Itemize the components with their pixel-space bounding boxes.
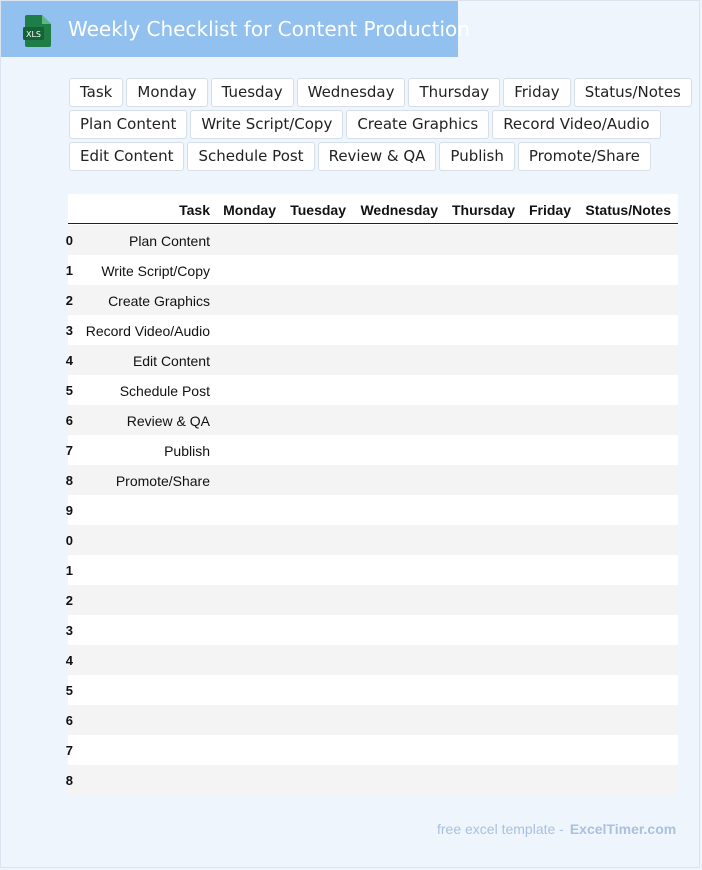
table-row	[65, 705, 678, 735]
xls-icon-label: XLS	[25, 30, 42, 39]
column-header: Monday	[223, 202, 276, 218]
row-index: 3	[65, 623, 73, 638]
table-row	[65, 525, 678, 555]
task-cell: Review & QA	[126, 413, 210, 429]
table-row	[65, 735, 678, 765]
checklist-table	[65, 194, 678, 795]
field-chip[interactable]: Status/Notes	[574, 78, 692, 107]
table-row	[65, 255, 678, 285]
row-index: 8	[65, 773, 73, 788]
table-row	[65, 225, 678, 255]
row-index: 0	[65, 233, 73, 248]
field-chips	[69, 78, 681, 174]
table-row	[65, 585, 678, 615]
footer-prefix: free excel template -	[437, 821, 564, 837]
field-chip[interactable]: Friday	[503, 78, 570, 107]
task-cell: Schedule Post	[119, 383, 210, 399]
field-chip[interactable]: Write Script/Copy	[190, 110, 343, 139]
field-chip[interactable]: Monday	[126, 78, 207, 107]
row-index: 6	[65, 713, 73, 728]
field-chip[interactable]: Edit Content	[69, 142, 184, 171]
column-header: Task	[179, 202, 210, 218]
row-index: 4	[65, 653, 73, 668]
column-header: Thursday	[451, 202, 515, 218]
row-index: 9	[65, 503, 73, 518]
table-row	[65, 345, 678, 375]
field-chip[interactable]: Wednesday	[297, 78, 406, 107]
row-index: 2	[65, 293, 73, 308]
field-chip[interactable]: Create Graphics	[346, 110, 489, 139]
table-row	[65, 375, 678, 405]
field-chip[interactable]: Schedule Post	[187, 142, 314, 171]
row-index: 2	[65, 593, 73, 608]
table-row	[65, 435, 678, 465]
table-row	[65, 555, 678, 585]
task-cell: Promote/Share	[115, 473, 210, 489]
field-chip[interactable]: Review & QA	[318, 142, 437, 171]
row-index: 1	[65, 563, 73, 578]
title-banner	[1, 1, 470, 57]
row-index: 6	[65, 413, 73, 428]
table-row	[65, 765, 678, 795]
row-index: 4	[65, 353, 73, 368]
column-header: Wednesday	[360, 202, 438, 218]
page-title: Weekly Checklist for Content Production	[68, 17, 470, 41]
table-header-row	[68, 194, 678, 224]
task-cell: Write Script/Copy	[101, 263, 210, 279]
task-cell: Edit Content	[132, 353, 210, 369]
field-chip[interactable]: Publish	[439, 142, 514, 171]
footer-brand-link[interactable]: ExcelTimer.com	[569, 821, 677, 837]
task-cell: Publish	[164, 443, 210, 459]
row-index: 7	[65, 743, 73, 758]
row-index: 1	[65, 263, 73, 278]
table-row	[65, 675, 678, 705]
chip-row	[69, 78, 681, 107]
field-chip[interactable]: Promote/Share	[518, 142, 651, 171]
table-row	[65, 645, 678, 675]
field-chip[interactable]: Plan Content	[69, 110, 187, 139]
row-index: 7	[65, 443, 73, 458]
table-row	[65, 405, 678, 435]
task-cell: Plan Content	[129, 233, 210, 249]
table-row	[65, 615, 678, 645]
column-header: Status/Notes	[585, 202, 671, 218]
chip-row	[69, 142, 669, 171]
field-chip[interactable]: Record Video/Audio	[492, 110, 660, 139]
table-row	[65, 285, 678, 315]
row-index: 8	[65, 473, 73, 488]
row-index: 0	[65, 533, 73, 548]
task-cell: Record Video/Audio	[85, 323, 210, 339]
task-cell: Create Graphics	[108, 293, 210, 309]
column-header: Tuesday	[290, 202, 346, 218]
chip-row	[69, 110, 669, 139]
table-row	[65, 465, 678, 495]
footer-credit	[437, 821, 676, 837]
row-index: 3	[65, 323, 73, 338]
field-chip[interactable]: Task	[69, 78, 123, 107]
table-row	[65, 495, 678, 525]
field-chip[interactable]: Thursday	[408, 78, 500, 107]
row-index: 5	[65, 683, 73, 698]
xls-file-icon	[23, 15, 51, 47]
row-index: 5	[65, 383, 73, 398]
field-chip[interactable]: Tuesday	[211, 78, 294, 107]
table-row	[65, 315, 678, 345]
column-header: Friday	[528, 202, 571, 218]
